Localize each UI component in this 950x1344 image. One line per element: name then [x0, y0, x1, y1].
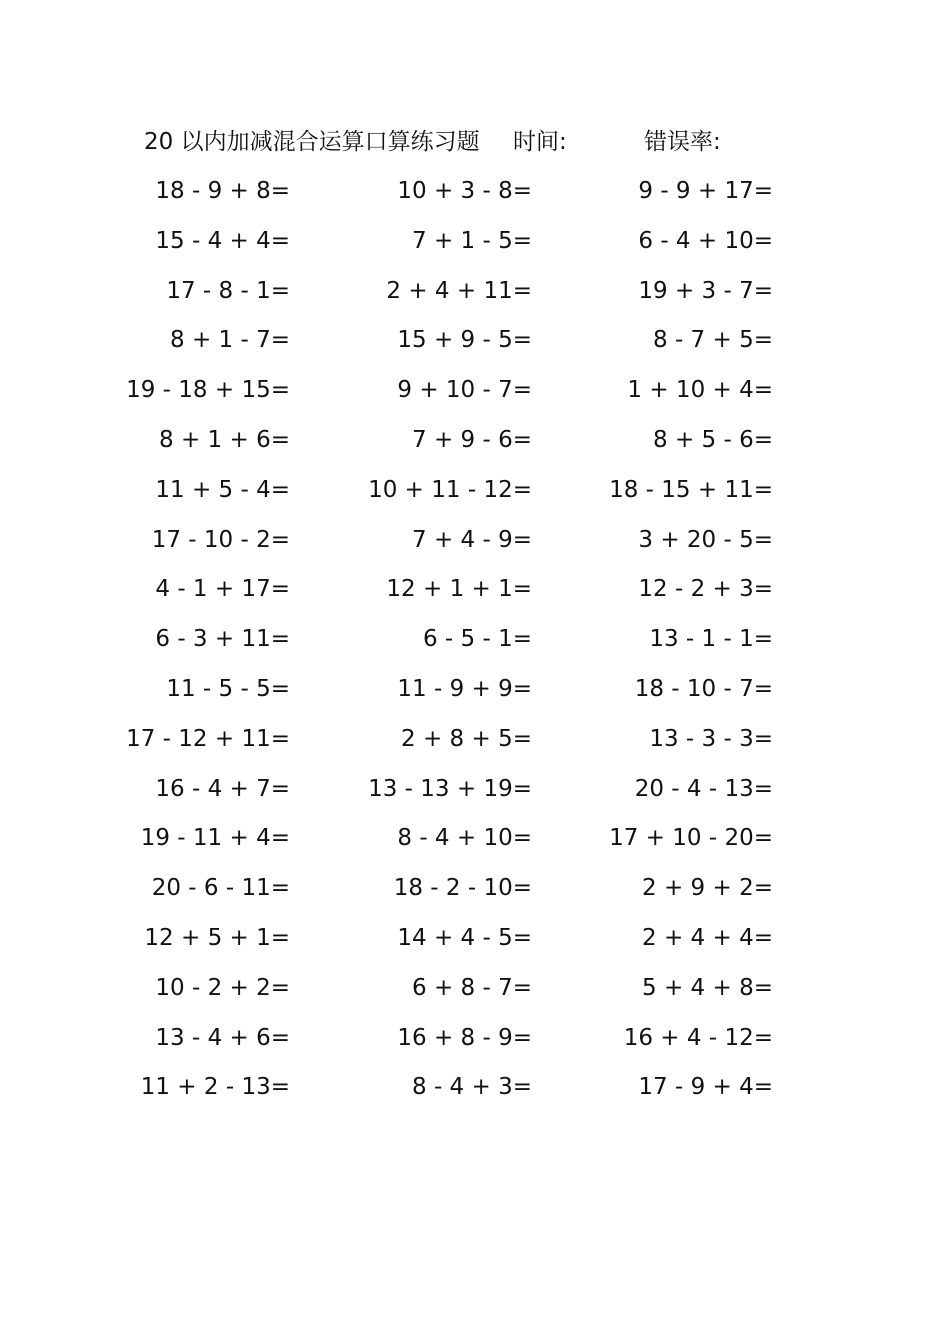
problem-row — [0, 818, 950, 868]
arithmetic-problem: 10 + 11 - 12= — [368, 476, 532, 503]
arithmetic-problem: 4 - 1 + 17= — [155, 576, 290, 603]
arithmetic-problem: 17 - 10 - 2= — [151, 526, 290, 553]
problem-row — [0, 719, 950, 769]
arithmetic-problem: 13 - 3 - 3= — [649, 725, 773, 752]
arithmetic-problem: 9 - 9 + 17= — [638, 178, 773, 204]
arithmetic-problem: 13 - 13 + 19= — [368, 775, 532, 802]
arithmetic-problem: 12 - 2 + 3= — [638, 576, 773, 603]
problem-grid — [0, 171, 950, 1117]
arithmetic-problem: 13 - 4 + 6= — [155, 1024, 290, 1051]
arithmetic-problem: 15 - 4 + 4= — [155, 227, 290, 254]
problem-row — [0, 669, 950, 719]
problem-row — [0, 370, 950, 420]
arithmetic-problem: 16 - 4 + 7= — [155, 775, 290, 802]
worksheet-header — [144, 126, 844, 158]
worksheet-title: 20 以内加减混合运算口算练习题 — [144, 129, 480, 155]
arithmetic-problem: 2 + 8 + 5= — [401, 725, 532, 752]
problem-row — [0, 968, 950, 1018]
arithmetic-problem: 11 - 5 - 5= — [166, 675, 290, 702]
arithmetic-problem: 12 + 1 + 1= — [386, 576, 532, 603]
problem-row — [0, 420, 950, 470]
arithmetic-problem: 19 - 11 + 4= — [140, 825, 290, 852]
problem-row — [0, 271, 950, 321]
arithmetic-problem: 10 + 3 - 8= — [397, 178, 532, 204]
arithmetic-problem: 8 + 5 - 6= — [653, 426, 773, 453]
problem-row — [0, 868, 950, 918]
arithmetic-problem: 5 + 4 + 8= — [642, 974, 773, 1001]
arithmetic-problem: 12 + 5 + 1= — [144, 924, 290, 951]
arithmetic-problem: 13 - 1 - 1= — [649, 626, 773, 653]
arithmetic-problem: 17 - 8 - 1= — [166, 277, 290, 304]
arithmetic-problem: 16 + 4 - 12= — [623, 1024, 773, 1051]
arithmetic-problem: 18 - 10 - 7= — [634, 675, 773, 702]
error-rate-label: 错误率: — [644, 129, 721, 155]
arithmetic-problem: 14 + 4 - 5= — [397, 924, 532, 951]
arithmetic-problem: 20 - 6 - 11= — [151, 875, 290, 902]
problem-row — [0, 221, 950, 271]
arithmetic-problem: 7 + 9 - 6= — [412, 426, 532, 453]
arithmetic-problem: 18 - 15 + 11= — [609, 476, 773, 503]
arithmetic-problem: 19 + 3 - 7= — [638, 277, 773, 304]
arithmetic-problem: 17 - 9 + 4= — [638, 1074, 773, 1101]
problem-row — [0, 569, 950, 619]
arithmetic-problem: 1 + 10 + 4= — [627, 377, 773, 404]
arithmetic-problem: 16 + 8 - 9= — [397, 1024, 532, 1051]
arithmetic-problem: 8 + 1 - 7= — [170, 327, 290, 354]
arithmetic-problem: 6 - 3 + 11= — [155, 626, 290, 653]
arithmetic-problem: 9 + 10 - 7= — [397, 377, 532, 404]
arithmetic-problem: 19 - 18 + 15= — [126, 377, 290, 404]
problem-row — [0, 918, 950, 968]
problem-row — [0, 1067, 950, 1117]
problem-row — [0, 470, 950, 520]
arithmetic-problem: 11 + 2 - 13= — [140, 1074, 290, 1101]
problem-row — [0, 769, 950, 819]
problem-row — [0, 171, 950, 221]
arithmetic-problem: 6 - 4 + 10= — [638, 227, 773, 254]
arithmetic-problem: 2 + 9 + 2= — [642, 875, 773, 902]
arithmetic-problem: 2 + 4 + 11= — [386, 277, 532, 304]
arithmetic-problem: 17 + 10 - 20= — [609, 825, 773, 852]
problem-row — [0, 520, 950, 570]
problem-row — [0, 320, 950, 370]
arithmetic-problem: 8 + 1 + 6= — [159, 426, 290, 453]
arithmetic-problem: 8 - 7 + 5= — [653, 327, 773, 354]
arithmetic-problem: 6 + 8 - 7= — [412, 974, 532, 1001]
arithmetic-problem: 2 + 4 + 4= — [642, 924, 773, 951]
arithmetic-problem: 10 - 2 + 2= — [155, 974, 290, 1001]
arithmetic-problem: 6 - 5 - 1= — [422, 626, 532, 653]
arithmetic-problem: 7 + 4 - 9= — [412, 526, 532, 553]
arithmetic-problem: 15 + 9 - 5= — [397, 327, 532, 354]
arithmetic-problem: 7 + 1 - 5= — [412, 227, 532, 254]
arithmetic-problem: 20 - 4 - 13= — [634, 775, 773, 802]
arithmetic-problem: 17 - 12 + 11= — [126, 725, 290, 752]
arithmetic-problem: 8 - 4 + 10= — [397, 825, 532, 852]
problem-row — [0, 1018, 950, 1068]
arithmetic-problem: 8 - 4 + 3= — [412, 1074, 532, 1101]
arithmetic-problem: 11 - 9 + 9= — [397, 675, 532, 702]
arithmetic-problem: 3 + 20 - 5= — [638, 526, 773, 553]
arithmetic-problem: 18 - 9 + 8= — [155, 178, 290, 204]
time-label: 时间: — [513, 129, 567, 155]
arithmetic-problem: 11 + 5 - 4= — [155, 476, 290, 503]
problem-row — [0, 619, 950, 669]
arithmetic-problem: 18 - 2 - 10= — [393, 875, 532, 902]
